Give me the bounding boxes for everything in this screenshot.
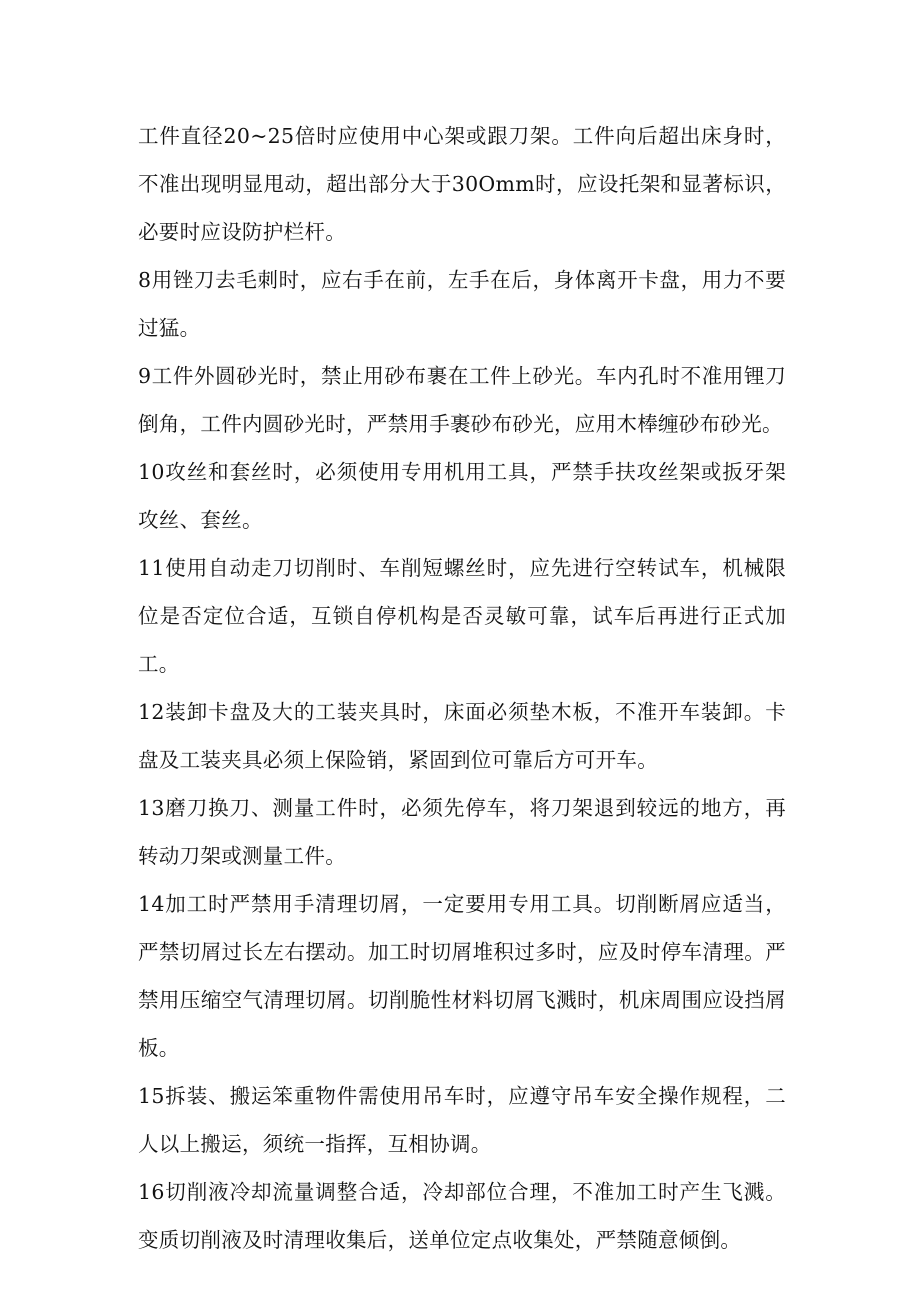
paragraph-rule-10: 10攻丝和套丝时，必须使用专用机用工具，严禁手扶攻丝架或扳牙架攻丝、套丝。 (138, 460, 786, 532)
paragraph-rule-9: 9工件外圆砂光时，禁止用砂布裹在工件上砂光。车内孔时不准用锂刀倒角，工件内圆砂光时，严禁用手裹砂布砂光，应用木棒缠砂布砂光。 (138, 364, 786, 436)
paragraph-rule-11: 11使用自动走刀切削时、车削短螺丝时，应先进行空转试车，机械限位是否定位合适，互锁自停机构是否灵敏可靠，试车后再进行正式加工。 (138, 556, 786, 676)
paragraph-rule-16: 16切削液冷却流量调整合适，冷却部位合理，不准加工时产生飞溅。变质切削液及时清理收集后，送单位定点收集处，严禁随意倾倒。 (138, 1180, 786, 1252)
document-body (138, 112, 786, 1264)
paragraph-rule-15: 15拆装、搬运笨重物件需使用吊车时，应遵守吊车安全操作规程，二人以上搬运，须统一指挥，互相协调。 (138, 1084, 786, 1156)
paragraph-continuation: 工件直径20~25倍时应使用中心架或跟刀架。工件向后超出床身时，不准出现明显甩动，超出部分大于30Omm时，应设托架和显著标识，必要时应设防护栏杆。 (138, 124, 786, 244)
paragraph-rule-8: 8用锉刀去毛刺时，应右手在前，左手在后，身体离开卡盘，用力不要过猛。 (138, 268, 786, 340)
paragraph-rule-13: 13磨刀换刀、测量工件时，必须先停车，将刀架退到较远的地方，再转动刀架或测量工件。 (138, 796, 786, 868)
paragraph-rule-14: 14加工时严禁用手清理切屑，一定要用专用工具。切削断屑应适当，严禁切屑过长左右摆动。加工时切屑堆积过多时，应及时停车清理。严禁用压缩空气清理切屑。切削脆性材料切屑飞溅时，机床周围应设挡屑板。 (138, 892, 786, 1060)
paragraph-rule-12: 12装卸卡盘及大的工装夹具时，床面必须垫木板，不准开车装卸。卡盘及工装夹具必须上保险销，紧固到位可靠后方可开车。 (138, 700, 786, 772)
